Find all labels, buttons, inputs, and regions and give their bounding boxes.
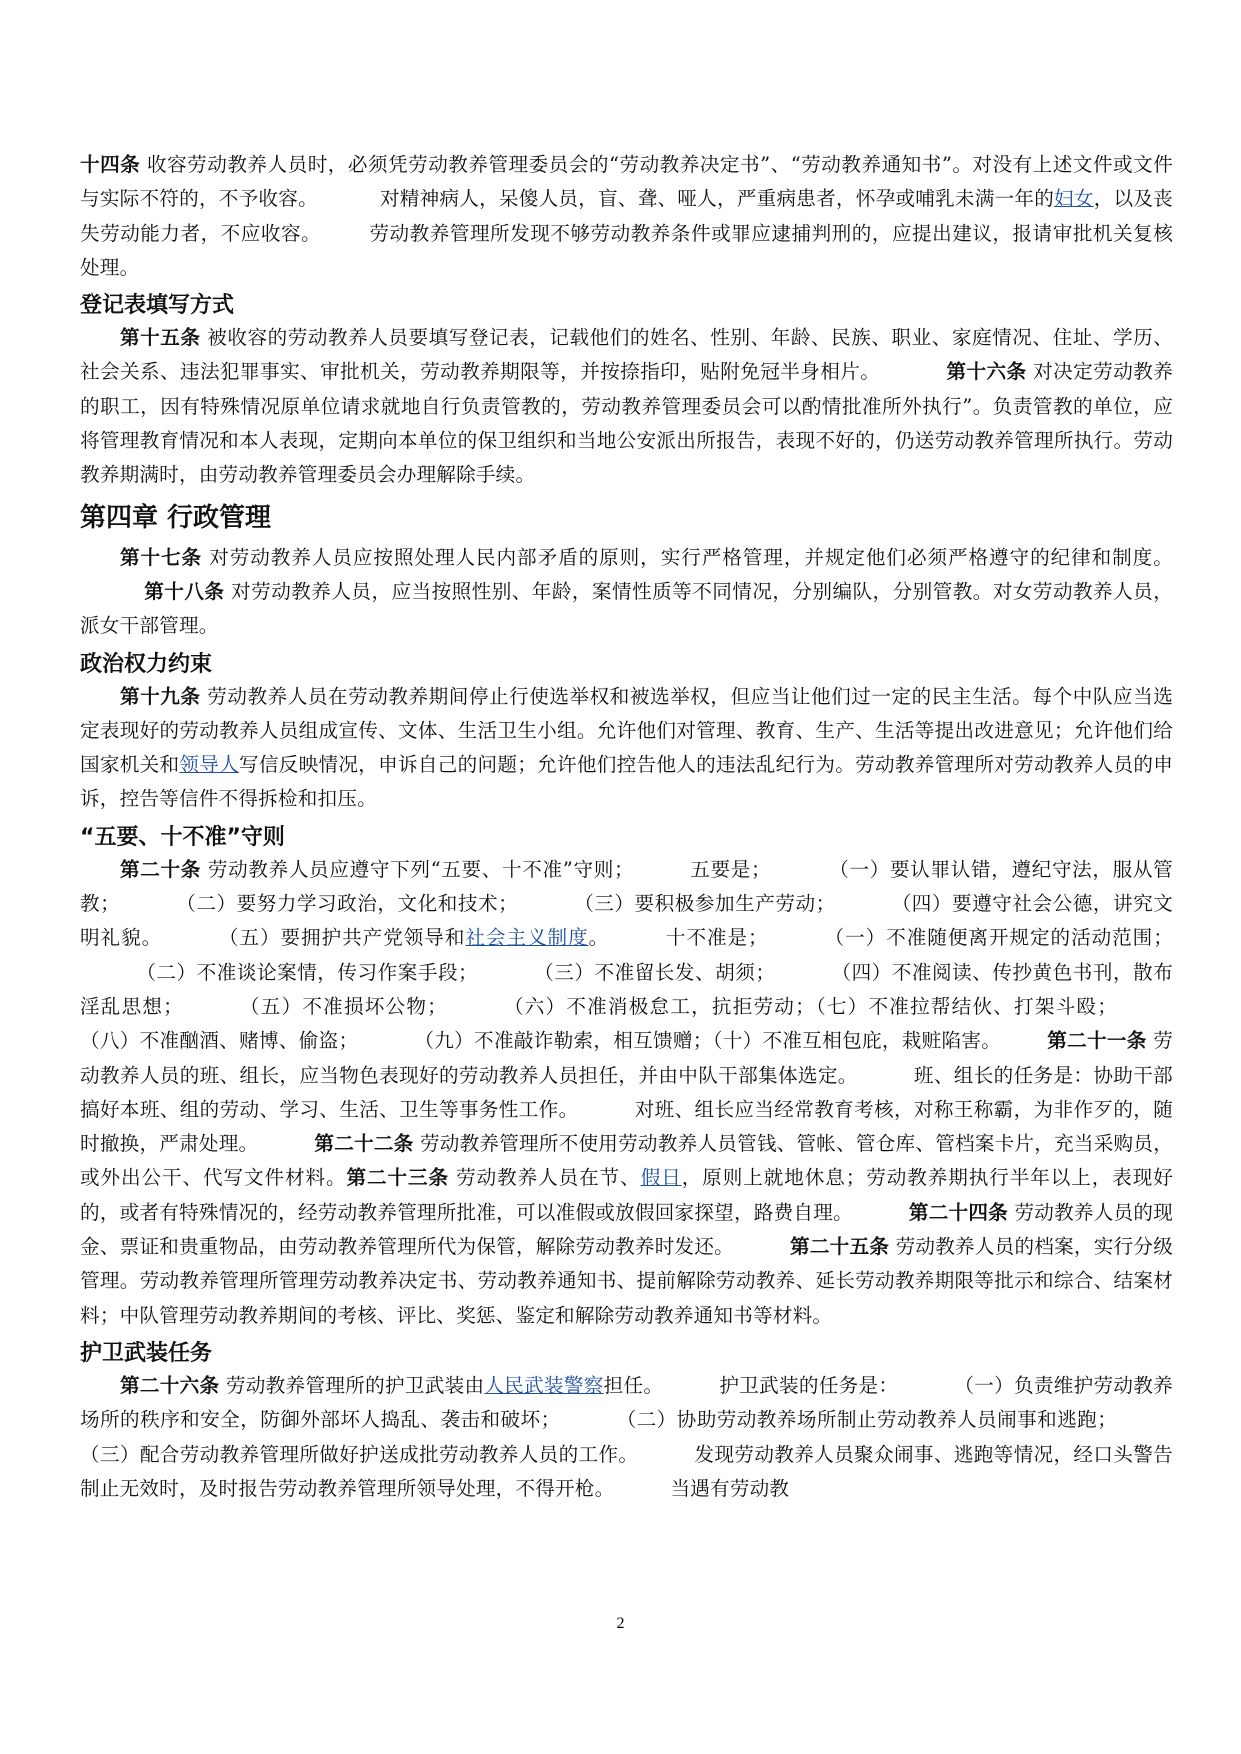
article-text: （六）不准消极怠工，抗拒劳动； bbox=[502, 994, 815, 1018]
article-text: 对班、组长应当经常教育考核，对称王称霸，为非作歹的，随时撤换，严肃处理。 bbox=[80, 1097, 1174, 1156]
paragraph-article-19 bbox=[80, 680, 1173, 817]
section-heading-political: 政治权力约束 bbox=[80, 651, 213, 677]
article-text: （三）要积极参加生产劳动； bbox=[573, 892, 836, 916]
article-text: （二）协助劳动教养场所制止劳动教养人员闹事和逃跑； bbox=[616, 1408, 1117, 1432]
article-text: 劳动教养人员应遵守下列“五要、十不准”守则； bbox=[207, 857, 634, 881]
article-text: （一）要认罪认错，遵纪守法，服从管教； bbox=[80, 857, 1173, 916]
section-heading-register: 登记表填写方式 bbox=[80, 293, 235, 319]
article-text: （四）不准阅读、传抄黄色书刊，散布淫乱思想； bbox=[80, 960, 1173, 1018]
section-heading-guard: 护卫武装任务 bbox=[80, 1340, 213, 1366]
link-armed-police[interactable]: 人民武装警察 bbox=[484, 1373, 604, 1397]
page-number: 2 bbox=[616, 1615, 625, 1632]
link-leaders[interactable]: 领导人 bbox=[179, 753, 239, 777]
article-text: （二）不准谈论案情，传习作案手段； bbox=[136, 960, 478, 984]
article-number: 十四条 bbox=[80, 153, 141, 176]
article-text: （一）负责维护劳动教养场所的秩序和安全，防御外部坏人捣乱、袭击和破坏； bbox=[80, 1373, 1173, 1432]
article-number: 第二十四条 bbox=[908, 1200, 1009, 1224]
article-text: 收容劳动教养人员时，必须凭劳动教养管理委员会的“劳动教养决定书”、“劳动教养通知书”。对没有上述文件或文件与实际不符的，不予收容。 bbox=[80, 153, 1173, 211]
article-text: 当遇有劳动教 bbox=[670, 1476, 790, 1500]
article-text: 对精神病人，呆傻人员，盲、聋、哑人，严重病患者，怀孕或哺乳未满一年的 bbox=[379, 187, 1055, 211]
article-text: （五）要拥护共产党领导和 bbox=[218, 926, 466, 950]
article-text: 五要是； bbox=[689, 857, 771, 881]
article-text: 劳动教养人员的现金、票证和贵重物品，由劳动教养管理所代为保管，解除劳动教养时发还。 bbox=[80, 1200, 1173, 1259]
article-number: 第二十三条 bbox=[346, 1166, 450, 1190]
article-text: 担任。 bbox=[603, 1373, 664, 1397]
article-number: 第二十一条 bbox=[1047, 1029, 1147, 1053]
article-text: 十不准是； bbox=[665, 926, 768, 950]
article-text: 对决定劳动教养的职工，因有特殊情况原单位请求就地自行负责管教的，劳动教养管理委员会可以酌情批准所外执行”。负责管教的单位，应将管理教育情况和本人表现，定期向本单位的保卫组织和当地公安派出所报告，表现不好的，仍送劳动教养管理所执行。劳动教养期满时，由劳动教养管理委员会办理解除手续。 bbox=[80, 360, 1174, 487]
paragraph-articles-17-18 bbox=[80, 541, 1173, 644]
article-text: （十）不准互相包庇，栽赃陷害。 bbox=[712, 1029, 1002, 1053]
article-number: 第十九条 bbox=[120, 684, 201, 708]
article-text: ，原则上就地休息；劳动教养期执行半年以上，表现好的，或者有特殊情况的，经劳动教养管理所批准，可以准假或放假回家探望，路费自理。 bbox=[80, 1166, 1174, 1224]
article-text: （九）不准敲诈勒索，相互馈赠； bbox=[414, 1029, 713, 1053]
document-body bbox=[80, 148, 1173, 1506]
article-number: 第十五条 bbox=[120, 326, 201, 350]
article-number: 第二十六条 bbox=[120, 1373, 220, 1397]
article-number: 第十八条 bbox=[144, 579, 225, 603]
article-text: 对劳动教养人员，应当按照性别、年龄，案情性质等不同情况，分别编队，分别管教。对女劳动教养人员，派女干部管理。 bbox=[80, 579, 1173, 638]
article-text: ，以及丧失劳动能力者，不应收容。 bbox=[80, 187, 1173, 245]
article-number: 第十六条 bbox=[946, 360, 1027, 384]
article-text: （五）不准损坏公物； bbox=[238, 994, 447, 1018]
article-text: 劳动教养管理所不使用劳动教养人员管钱、管帐、管仓库、管档案卡片，充当采购员，或外出公干、代写文件材料。 bbox=[80, 1132, 1173, 1190]
paragraph-articles-20-25 bbox=[80, 853, 1173, 1333]
article-text: 班、组长的任务是：协助干部搞好本班、组的劳动、学习、生活、卫生等事务性工作。 bbox=[80, 1063, 1173, 1121]
article-text: 护卫武装的任务是： bbox=[719, 1373, 899, 1397]
article-text: 被收容的劳动教养人员要填写登记表，记载他们的姓名、性别、年龄、民族、职业、家庭情况、住址、学历、社会关系、违法犯罪事实、审批机关，劳动教养期限等，并按捺指印，贴附免冠半身相片。 bbox=[80, 326, 1173, 384]
article-number: 第十七条 bbox=[120, 545, 203, 569]
article-text: 劳动教养人员的班、组长，应当物色表现好的劳动教养人员担任，并由中队干部集体选定。 bbox=[80, 1029, 1174, 1087]
article-text: 对劳动教养人员应按照处理人民内部矛盾的原则，实行严格管理，并规定他们必须严格遵守的纪律和制度。 bbox=[209, 545, 1173, 569]
link-socialist-system[interactable]: 社会主义制度 bbox=[465, 926, 589, 950]
article-text: 劳动教养管理所的护卫武装由 bbox=[225, 1373, 485, 1397]
paragraph-articles-15-16 bbox=[80, 321, 1173, 492]
paragraph-article-14 bbox=[80, 148, 1173, 285]
article-number: 第二十五条 bbox=[789, 1235, 890, 1259]
article-text: 。 bbox=[588, 926, 610, 950]
article-text: （四）要遵守社会公德，讲究文明礼貌。 bbox=[80, 892, 1173, 950]
article-text: 劳动教养人员在劳动教养期间停止行使选举权和被选举权，但应当让他们过一定的民主生活。每个中队应当选定表现好的劳动教养人员组成宣传、文体、生活卫生小组。允许他们对管理、教育、生产、生活等提出改进意见；允许他们给国家机关和 bbox=[80, 684, 1173, 777]
article-text: （八）不准酗酒、赌博、偷盗； bbox=[80, 1029, 359, 1053]
article-text: 劳动教养管理所发现不够劳动教养条件或罪应逮捕判刑的，应提出建议，报请审批机关复核处理。 bbox=[80, 221, 1173, 279]
article-number: 第二十二条 bbox=[314, 1132, 414, 1156]
article-text: （三）配合劳动教养管理所做好护送成批劳动教养人员的工作。 bbox=[80, 1442, 639, 1466]
article-text: （七）不准拉帮结伙、打架斗殴； bbox=[814, 994, 1118, 1018]
article-number: 第二十条 bbox=[120, 857, 201, 881]
article-text: 劳动教养人员在节、 bbox=[456, 1166, 641, 1190]
article-text: 发现劳动教养人员聚众闹事、逃跑等情况，经口头警告制止无效时，及时报告劳动教养管理所领导处理，不得开枪。 bbox=[80, 1442, 1173, 1500]
link-women[interactable]: 妇女 bbox=[1054, 187, 1094, 211]
chapter-heading-4: 第四章 行政管理 bbox=[80, 502, 272, 533]
paragraph-article-26 bbox=[80, 1369, 1173, 1506]
article-text: 劳动教养人员的档案，实行分级管理。劳动教养管理所管理劳动教养决定书、劳动教养通知书、提前解除劳动教养、延长劳动教养期限等批示和综合、结案材料；中队管理劳动教养期间的考核、评比、奖惩、鉴定和解除劳动教养通知书等材料。 bbox=[80, 1235, 1173, 1327]
article-text: 写信反映情况，申诉自己的问题；允许他们控告他人的违法乱纪行为。劳动教养管理所对劳动教养人员的申诉，控告等信件不得拆检和扣压。 bbox=[80, 753, 1173, 811]
section-heading-rules: “五要、十不准”守则 bbox=[80, 824, 285, 850]
article-text: （三）不准留长发、胡须； bbox=[533, 960, 776, 984]
link-holidays[interactable]: 假日 bbox=[640, 1166, 682, 1190]
article-text: （二）要努力学习政治，文化和技术； bbox=[175, 892, 518, 916]
article-text: （一）不准随便离开规定的活动范围； bbox=[823, 926, 1174, 950]
